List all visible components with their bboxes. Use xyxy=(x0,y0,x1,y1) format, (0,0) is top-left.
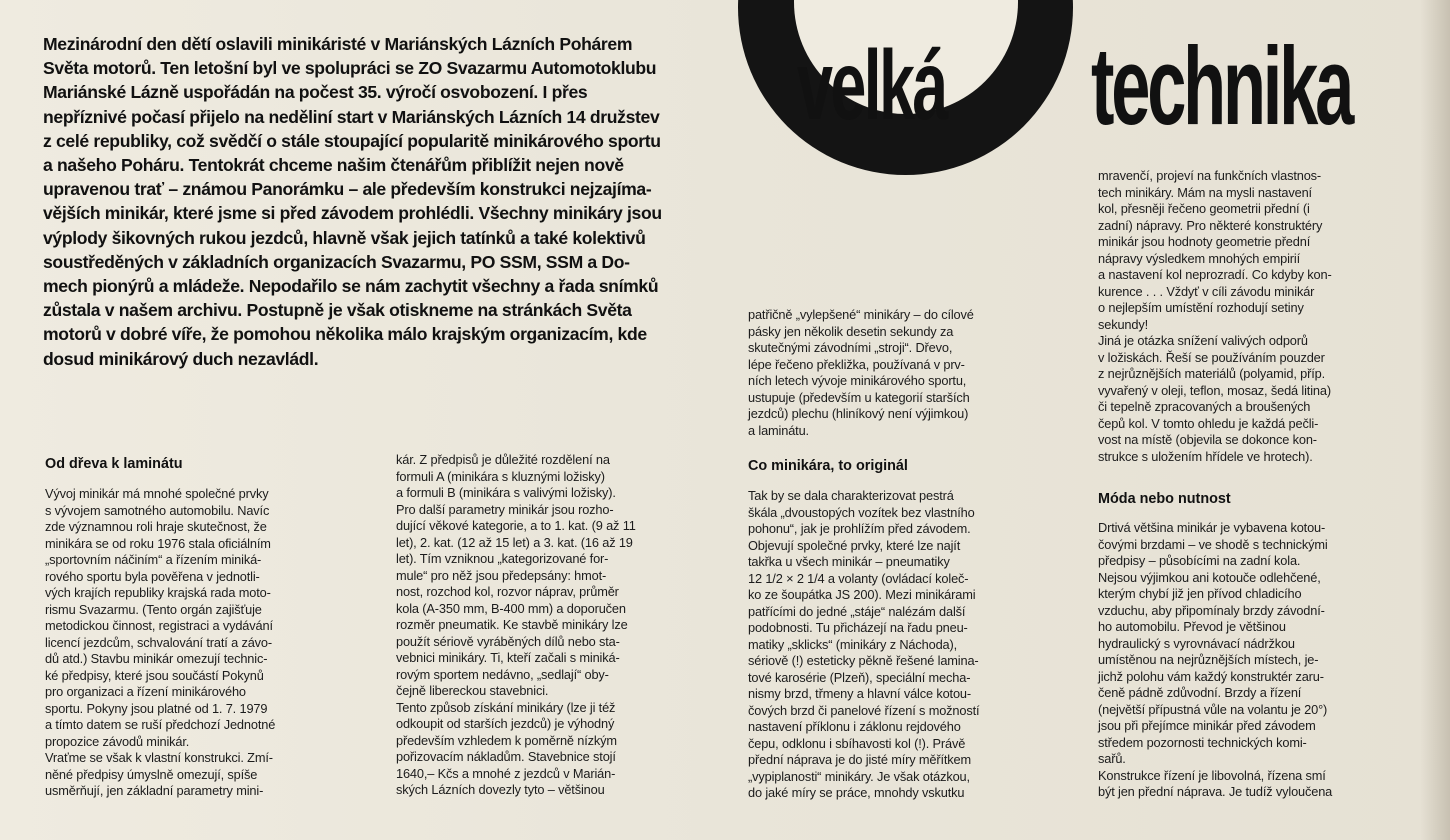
body-line: sekundy! xyxy=(1098,316,1149,332)
body-line: skutečnými závodními „stroji“. Dřevo, xyxy=(748,340,953,355)
body-line: Nejsou výjimkou ani kotouče odlehčené, xyxy=(1098,569,1321,585)
body-line: vebnici minikáry. Ti, kteří začali s miniká- xyxy=(396,650,620,665)
body-line: ustupuje (především u kategorií starších xyxy=(748,389,970,405)
body-line: ních letech vývoje minikárového sportu, xyxy=(748,373,967,388)
page-gutter-shadow xyxy=(1420,0,1450,840)
body-line: mule“ pro něž jsou předepsány: hmot- xyxy=(396,567,607,583)
body-line: takřka u všech minikár – pneumatiky xyxy=(748,554,950,569)
lead-line: zůstala v našem archivu. Postupně je však otiskneme na stránkách Světa xyxy=(43,300,632,321)
body-line: Tento způsob získání minikáry (lze ji též xyxy=(396,699,616,715)
body-line: sériově (!) esteticky pěkně řešené lamina- xyxy=(748,653,979,668)
body-line: být jen přední náprava. Je tudíž vyloučena xyxy=(1098,784,1333,799)
body-line: s vývojem samotného automobilu. Navíc xyxy=(45,502,270,518)
section-heading-co-minikara: Co minikára, to originál xyxy=(748,458,908,474)
body-line: podobnosti. Tu přicházejí na řadu pneu- xyxy=(748,620,968,635)
body-line: vzduchu, aby připomínaly brzdy závodní- xyxy=(1098,602,1325,618)
body-line: nost, rozchod kol, rozvor náprav, průměr xyxy=(396,584,619,599)
body-line: použít sériově vyráběných dílů nebo sta- xyxy=(396,633,620,649)
body-line: ko ze šoupátka JS 200). Mezi minikárami xyxy=(748,587,976,602)
body-line: nastavení příklonu i záklonu rejdového xyxy=(748,719,961,734)
body-line: Vraťme se však k vlastní konstrukci. Zmí- xyxy=(45,750,273,765)
column-4-top xyxy=(1098,168,1438,465)
lead-line: Světa motorů. Ten letošní byl ve spolupráci se ZO Svazarmu Automotoklubu xyxy=(43,58,657,79)
body-line: dů atd.) Stavbu minikár omezují technic- xyxy=(45,651,268,666)
body-line: rismu Svazarmu. (Tento orgán zajišťuje xyxy=(45,601,262,617)
body-line: do jaké míry se práce, mnohdy vskutku xyxy=(748,785,965,800)
body-line: jichž polohu vám každý konstruktér zaru- xyxy=(1098,668,1324,684)
section-heading-moda: Móda nebo nutnost xyxy=(1098,491,1231,507)
lead-line: mech pionýrů a mládeže. Nepodařilo se nám zachytit všechny a řada snímků xyxy=(43,276,659,297)
body-line: minikára se od roku 1976 stala oficiálním xyxy=(45,535,271,551)
body-line: a formuli B (minikára s valivými ložisky). xyxy=(396,485,616,500)
lead-line: motorů v dobré víře, že pomohou několika málo krajským organizacím, kde xyxy=(43,324,647,345)
body-line: vost na místě (objevila se dokonce kon- xyxy=(1098,432,1317,447)
body-line: lépe řečeno překližka, používaná v prv- xyxy=(748,356,965,372)
body-line: čeně pádně zdůvodní. Brzdy a řízení xyxy=(1098,685,1302,700)
body-line: či tepelně zpracovaných a broušených xyxy=(1098,399,1311,414)
body-line: „vypiplanosti“ minikáry. Je však otázkou, xyxy=(748,768,970,784)
body-line: Vývoj minikár má mnohé společné prvky xyxy=(45,486,269,501)
lead-line: soustředěných v základních organizacích Svazarmu, PO SSM, SSM a Do- xyxy=(43,251,630,272)
body-line: pořizovacím nákladům. Stavebnice stojí xyxy=(396,749,616,764)
body-line: Konstrukce řízení je libovolná, řízena smí xyxy=(1098,767,1326,783)
body-line: tové karosérie (Plzeň), speciální mecha- xyxy=(748,669,971,685)
body-line: Pro další parametry minikár jsou rozho- xyxy=(396,501,614,517)
title-word-technika: technika xyxy=(1091,25,1352,148)
body-line: umístěnou na nejrůznějších místech, je- xyxy=(1098,652,1319,667)
body-line: strukce s uložením hřídele ve hrotech). xyxy=(1098,448,1313,464)
body-line: Objevují společné prvky, které lze najít xyxy=(748,537,961,553)
column-2 xyxy=(396,452,718,799)
body-line: čových brzd či panelové řízení s možností xyxy=(748,702,980,718)
lead-line: z celé republiky, což svědčí o stále stoupající popularitě minikárového sportu xyxy=(43,130,661,151)
body-line: ských Lázních dovezly tyto – většinou xyxy=(396,782,605,797)
lead-line: dosud minikárový duch nezavládl. xyxy=(43,348,319,369)
lead-line: výplody šikovných rukou jezdců, hlavně však jejich tatínků a také kolektivů xyxy=(43,227,646,248)
body-line: a nastavení kol neprozradí. Co kdyby kon- xyxy=(1098,267,1332,282)
lead-line: nepříznivé počasí přijelo na neděliní start v Mariánských Lázních 14 družstev xyxy=(43,106,660,127)
body-line: ho automobilu. Převod je většinou xyxy=(1098,619,1286,634)
body-line: Tak by se dala charakterizovat pestrá xyxy=(748,488,954,503)
body-line: sportu. Pokyny jsou platné od 1. 7. 1979 xyxy=(45,700,268,716)
column-3-top xyxy=(748,307,1070,439)
body-line: čejně libereckou stavebnici. xyxy=(396,683,549,698)
body-line: čepů kol. V tomto ohledu je každá pečli- xyxy=(1098,415,1319,431)
body-line: z nejrůznějších materiálů (polyamid, příp. xyxy=(1098,366,1325,381)
body-line: předpisy – působícími na zadní kola. xyxy=(1098,553,1301,568)
body-line: minikár jsou hodnoty geometrie přední xyxy=(1098,234,1311,249)
body-line: patřičně „vylepšené“ minikáry – do cílové xyxy=(748,307,974,322)
body-line: licencí jezdcům, schvalování tratí a závo- xyxy=(45,634,272,650)
body-line: kola (A-350 mm, B-400 mm) a doporučen xyxy=(396,600,626,616)
section-heading-od-dreva: Od dřeva k laminátu xyxy=(45,456,183,472)
body-line: zde významnou roli hraje skutečnost, že xyxy=(45,519,267,534)
body-line: pro organizaci a řízení minikárového xyxy=(45,684,246,699)
body-line: Drtivá většina minikár je vybavena kotou- xyxy=(1098,520,1326,535)
column-3-bottom xyxy=(748,488,1070,802)
body-line: odkoupit od starších jezdců) je výhodný xyxy=(396,716,615,731)
body-line: 12 1/2 × 2 1/4 a volanty (ovládací koleč- xyxy=(748,570,969,586)
body-line: kterým chybí již jen přívod chladicího xyxy=(1098,586,1302,601)
lead-line: Mariánské Lázně uspořádán na počest 35. výročí osvobození. I přes xyxy=(43,82,588,103)
body-line: škála „dvoustopých vozítek bez vlastního xyxy=(748,504,975,520)
body-line: pohonu“, jak je prohlížím před závodem. xyxy=(748,521,971,536)
lead-line: vějších minikár, které jsme si před závodem prohlédli. Všechny minikáry jsou xyxy=(43,203,662,224)
body-line: hydraulický s vyrovnávací nádržkou xyxy=(1098,635,1295,651)
body-line: let), 2. kat. (12 až 15 let) a 3. kat. (16 až 19 xyxy=(396,534,633,550)
body-line: matiky „sklicks“ (minikáry z Náchoda), xyxy=(748,636,958,652)
lead-line: Mezinárodní den dětí oslavili minikáristé v Mariánských Lázních Pohárem xyxy=(43,34,633,54)
body-line: rozměr pneumatik. Ke stavbě minikáry lze xyxy=(396,617,628,632)
body-line: kár. Z předpisů je důležité rozdělení na xyxy=(396,452,610,467)
body-line: let). Tím vzniknou „kategorizované for- xyxy=(396,551,609,566)
body-line: vyvařený v oleji, teflon, mosaz, šedá litina) xyxy=(1098,382,1331,398)
body-line: 1640,– Kčs a mnohé z jezdců v Marián- xyxy=(396,765,616,781)
column-1 xyxy=(45,486,367,800)
body-line: a laminátu. xyxy=(748,422,809,438)
body-line: pásky jen několik desetin sekundy za xyxy=(748,323,954,339)
body-line: usměrňují, jen základní parametry mini- xyxy=(45,783,264,798)
body-line: formuli A (minikára s kluznými ložisky) xyxy=(396,468,605,484)
body-line: středem pozornosti technických komi- xyxy=(1098,734,1307,750)
body-line: čepu, odklonu i sbíhavosti kol (!). Právě xyxy=(748,735,966,751)
body-line: v ložiskách. Řeší se používáním pouzder xyxy=(1098,349,1325,365)
body-line: (největší přípustná vůle na volantu je 20°) xyxy=(1098,701,1328,717)
body-line: jezdců) plechu (hliníkový není výjimkou) xyxy=(748,406,969,421)
body-line: tech minikáry. Mám na mysli nastavení xyxy=(1098,184,1312,200)
lead-line: a našeho Poháru. Tentokrát chceme našim čtenářům přiblížit nejen nově xyxy=(43,155,624,176)
body-line: o nejlepším umístění rozhodují setiny xyxy=(1098,300,1304,315)
body-line: kol, přesněji řečeno geometrii přední (i xyxy=(1098,201,1310,216)
body-line: metodickou činnost, registraci a vydávání xyxy=(45,618,273,633)
lead-paragraph xyxy=(43,32,721,371)
body-line: mravenčí, projeví na funkčních vlastnos- xyxy=(1098,168,1322,183)
lead-line: upravenou trať – známou Panorámku – ale především konstrukci nejzajíma- xyxy=(43,179,652,200)
body-line: něné předpisy úmyslně omezují, spíše xyxy=(45,766,258,782)
body-line: zadní) nápravy. Pro některé konstruktéry xyxy=(1098,217,1323,233)
body-line: rového sportu byla pověřena v jednotli- xyxy=(45,568,260,584)
column-4-bottom xyxy=(1098,520,1438,801)
body-line: sařů. xyxy=(1098,751,1126,766)
body-line: rovým sportem nedávno, „sedlají“ oby- xyxy=(396,666,609,682)
body-line: jsou při přejímce minikár před závodem xyxy=(1098,718,1316,733)
body-line: přední náprava je do jisté míry měřítkem xyxy=(748,752,972,767)
title-word-velka: velká xyxy=(797,30,946,140)
body-line: čovými brzdami – ve shodě s technickými xyxy=(1098,536,1328,552)
body-line: nismy brzd, třmeny a hlavní válce kotou- xyxy=(748,686,972,701)
body-line: dující věkové kategorie, a to 1. kat. (9 až 11 xyxy=(396,518,636,533)
body-line: propozice závodů minikár. xyxy=(45,733,190,749)
body-line: „sportovním náčiním“ a řízením miniká- xyxy=(45,552,262,567)
body-line: a tímto datem se ruší předchozí Jednotné xyxy=(45,717,276,732)
body-line: nápravy výsledkem mnohých empirií xyxy=(1098,250,1301,266)
body-line: Jiná je otázka snížení valivých odporů xyxy=(1098,333,1308,348)
body-line: kurence . . . Vždyť v cíli závodu minikár xyxy=(1098,283,1315,299)
body-line: patřícími do jedné „stáje“ nalézám další xyxy=(748,603,966,619)
body-line: ké předpisy, které jsou součástí Pokynů xyxy=(45,667,264,683)
body-line: především vzhledem k poměrně nízkým xyxy=(396,732,617,748)
body-line: vých krajích republiky krajská rada moto- xyxy=(45,585,271,600)
